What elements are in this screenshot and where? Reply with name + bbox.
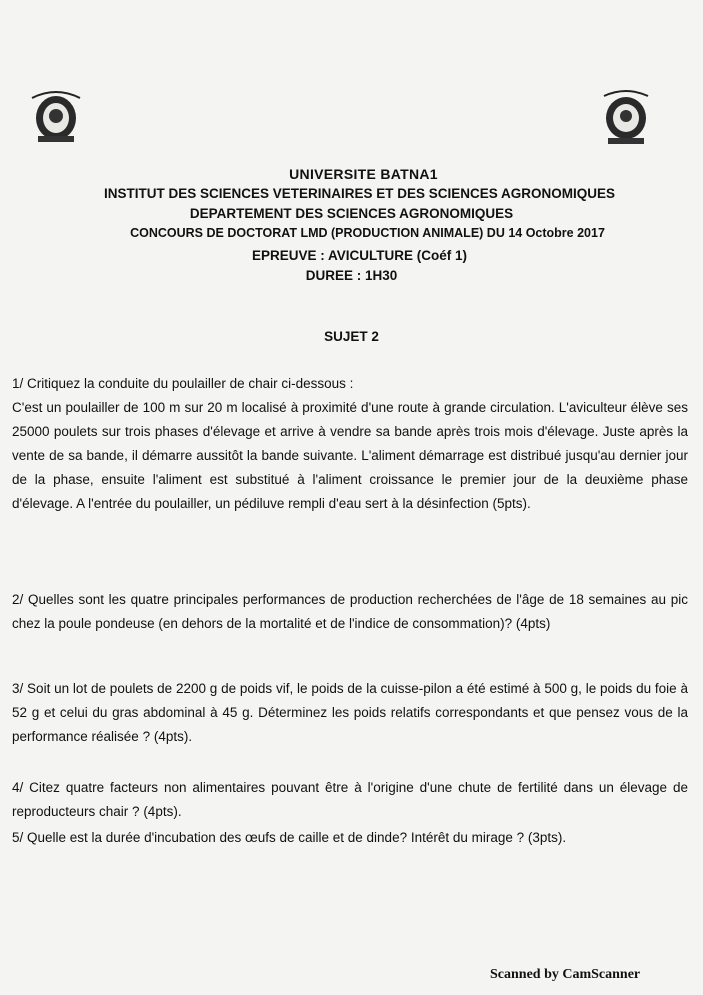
question-5: 5/ Quelle est la durée d'incubation des œufs de caille et de dinde? Intérêt du mirage ? (3pts). xyxy=(12,830,567,845)
question-1-title: 1/ Critiquez la conduite du poulailler de chair ci-dessous : xyxy=(12,376,354,391)
university-logo-left xyxy=(24,84,88,148)
exam-duration: DUREE : 1H30 xyxy=(305,268,398,283)
university-name: UNIVERSITE BATNA1 xyxy=(289,166,438,182)
question-1-body: C'est un poulailler de 100 m sur 20 m localisé à proximité d'une route à grande circulation. L'aviculteur élève ses 25000 poulets sur trois phases d'élevage et arrive à vendre sa bande après trois mois d'élevage. Juste après la vente de sa bande, il démarre aussitôt la bande suivante. L'aliment démarrage est distribué jusqu'au dernier jour de la phase, ensuite l'aliment est substitué à l'aliment croissance le premier jour de la deuxième phase d'élevage. A l'entrée du poulailler, un pédiluve rempli d'eau sert à la désinfection (5pts). xyxy=(12,400,688,511)
question-2: 2/ Quelles sont les quatre principales performances de production recherchées de l'âge de 18 semaines au pic chez la poule pondeuse (en dehors de la mortalité et de l'indice de consommation)? (4pts) xyxy=(12,592,688,631)
contest-title: CONCOURS DE DOCTORAT LMD (PRODUCTION ANIMALE) DU 14 Octobre 2017 xyxy=(130,226,605,240)
institute-name: INSTITUT DES SCIENCES VETERINAIRES ET DES SCIENCES AGRONOMIQUES xyxy=(103,186,616,201)
subject-heading: SUJET 2 xyxy=(324,329,379,344)
question-3: 3/ Soit un lot de poulets de 2200 g de poids vif, le poids de la cuisse-pilon a été estimé à 500 g, le poids du foie à 52 g et celui du gras abdominal à 45 g. Déterminez les poids relatifs correspondants et que pensez vous de la performance réalisée ? (4pts). xyxy=(12,681,688,744)
exam-title: EPREUVE : AVICULTURE (Coéf 1) xyxy=(251,248,467,263)
department-name: DEPARTEMENT DES SCIENCES AGRONOMIQUES xyxy=(189,206,514,221)
question-1 xyxy=(12,372,688,516)
institute-logo-right xyxy=(594,86,658,150)
question-4: 4/ Citez quatre facteurs non alimentaires pouvant être à l'origine d'une chute de fertilité dans un élevage de reproducteurs chair ? (4pts). xyxy=(12,780,688,819)
scanner-watermark: Scanned by CamScanner xyxy=(490,967,641,982)
